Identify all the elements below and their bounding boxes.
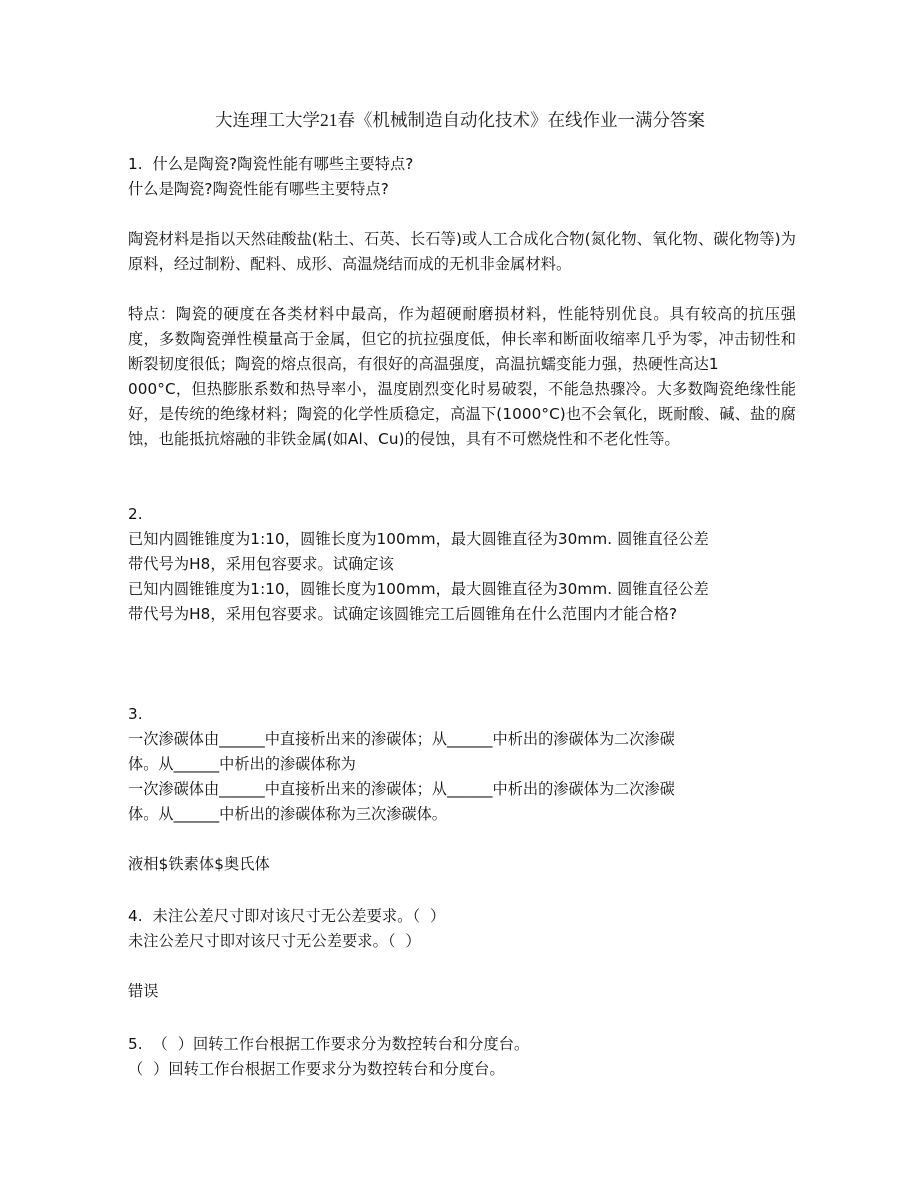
question-2-repeat-line-1: 已知内圆锥锥度为1:10，圆锥长度为100mm，最大圆锥直径为30mm. 圆锥直径公差 xyxy=(128,580,709,598)
question-4-stem-repeat: 未注公差尺寸即对该尺寸无公差要求。（ ） xyxy=(128,932,421,950)
question-block-4 xyxy=(128,904,796,1004)
question-2-body-line-1: 已知内圆锥锥度为1:10，圆锥长度为100mm，最大圆锥直径为30mm. 圆锥直径公差 xyxy=(128,530,709,548)
question-3-repeat-line-2: 体。从______中析出的渗碳体称为三次渗碳体。 xyxy=(128,805,447,823)
spacer xyxy=(128,202,796,227)
page-title: 大连理工大学21春《机械制造自动化技术》在线作业一满分答案 xyxy=(215,110,705,130)
question-1-stem-repeat: 什么是陶瓷?陶瓷性能有哪些主要特点? xyxy=(128,180,389,198)
question-3-repeat-line-1: 一次渗碳体由______中直接析出来的渗碳体；从______中析出的渗碳体为二次渗碳 xyxy=(128,780,675,798)
question-3-answer: 液相$铁素体$奥氏体 xyxy=(128,855,270,873)
question-5-stem-repeat: （ ）回转工作台根据工作要求分为数控转台和分度台。 xyxy=(128,1060,505,1078)
question-block-2 xyxy=(128,502,796,627)
question-1-answer-paragraph-2: 特点：陶瓷的硬度在各类材料中最高，作为超硬耐磨损材料，性能特别优良。具有较高的抗压强度，多数陶瓷弹性模量高于金属，但它的抗拉强度低，伸长率和断面收缩率几乎为零，冲击韧性和断裂韧度很低；陶瓷的熔点很高，有很好的高温强度，高温抗蠕变能力强，热硬性高达1 xyxy=(128,305,796,373)
question-block-5 xyxy=(128,1032,796,1082)
spacer xyxy=(128,452,796,502)
question-2-repeat-line-2: 带代号为H8，采用包容要求。试确定该圆锥完工后圆锥角在什么范围内才能合格? xyxy=(128,605,678,623)
question-5-stem: 5. （ ）回转工作台根据工作要求分为数控转台和分度台。 xyxy=(128,1035,530,1053)
spacer xyxy=(128,277,796,302)
question-4-answer: 错误 xyxy=(128,982,159,1000)
question-block-1 xyxy=(128,152,796,452)
spacer xyxy=(128,627,796,702)
spacer xyxy=(128,827,796,852)
spacer xyxy=(128,954,796,979)
question-1-answer-paragraph-1: 陶瓷材料是指以天然硅酸盐(粘土、石英、长石等)或人工合成化合物(氮化物、氧化物、碳化物等)为原料，经过制粉、配料、成形、高温烧结而成的无机非金属材料。 xyxy=(128,230,796,273)
question-2-body-line-2: 带代号为H8，采用包容要求。试确定该 xyxy=(128,555,394,573)
spacer xyxy=(128,877,796,904)
document-body xyxy=(128,152,796,1082)
question-1-stem: 1. 什么是陶瓷?陶瓷性能有哪些主要特点? xyxy=(128,155,414,173)
question-2-number: 2. xyxy=(128,505,143,523)
question-3-body-line-1: 一次渗碳体由______中直接析出来的渗碳体；从______中析出的渗碳体为二次渗碳 xyxy=(128,730,675,748)
question-4-stem: 4. 未注公差尺寸即对该尺寸无公差要求。（ ） xyxy=(128,907,446,925)
question-3-number: 3. xyxy=(128,705,143,723)
question-3-body-line-2: 体。从______中析出的渗碳体称为 xyxy=(128,755,356,773)
question-1-answer-paragraph-3: 000°C，但热膨胀系数和热导率小，温度剧烈变化时易破裂，不能急热骤冷。大多数陶瓷绝缘性能好，是传统的绝缘材料；陶瓷的化学性质稳定，高温下(1000°C)也不会氧化，既耐酸、碱、盐的腐蚀，也能抵抗熔融的非铁金属(如Al、Cu)的侵蚀，具有不可燃烧性和不老化性等。 xyxy=(128,380,796,448)
spacer xyxy=(128,1004,796,1032)
question-block-3 xyxy=(128,702,796,877)
